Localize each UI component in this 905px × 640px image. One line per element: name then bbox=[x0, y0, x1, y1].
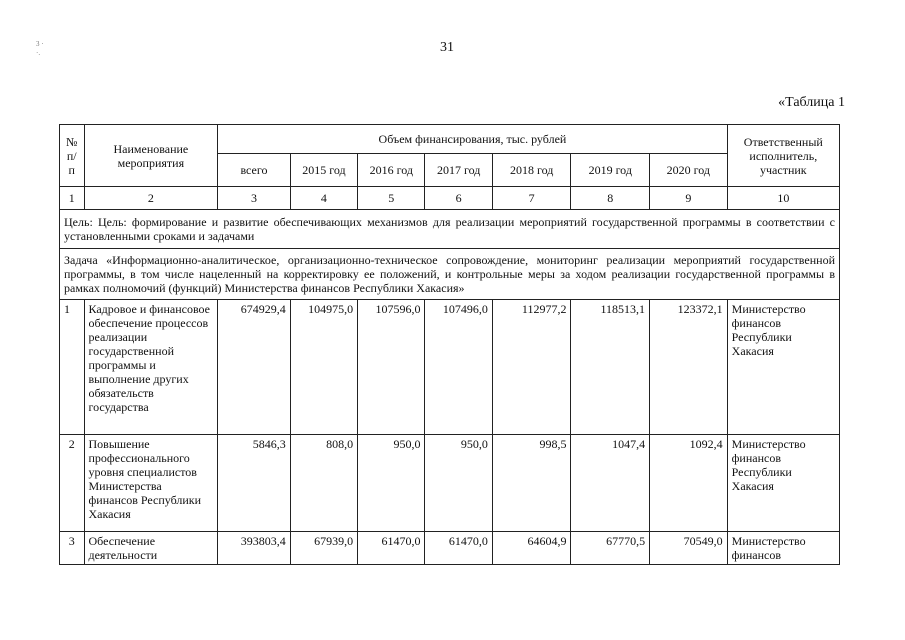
header-year: 2018 год bbox=[492, 154, 571, 187]
row-year-value: 112977,2 bbox=[492, 300, 571, 435]
row-year-value: 70549,0 bbox=[650, 532, 728, 565]
table-row bbox=[60, 532, 840, 565]
task-row: Задача «Информационно-аналитическое, организационно-техническое сопровождение, мониторинг реализации мероприятий государственной программы, в том числе нацеленный на корректировку ее положений, и контрольные меры за ходом реализации государственной программы в рамках полномочий (функций) Министерства финансов Республики Хакасия» bbox=[60, 249, 840, 300]
goal-row: Цель: Цель: формирование и развитие обеспечивающих механизмов для реализации мероприятий государственной программы в соответствии с установленными сроками и задачами bbox=[60, 210, 840, 249]
header-funding: Объем финансирования, тыс. рублей bbox=[218, 125, 727, 154]
header-year: 2017 год bbox=[425, 154, 492, 187]
header-name: Наименование мероприятия bbox=[84, 125, 218, 187]
header-year: 2016 год bbox=[358, 154, 425, 187]
row-year-value: 104975,0 bbox=[290, 300, 357, 435]
header-year: 2020 год bbox=[650, 154, 728, 187]
row-year-value: 118513,1 bbox=[571, 300, 650, 435]
row-year-value: 107496,0 bbox=[425, 300, 492, 435]
row-year-value: 61470,0 bbox=[425, 532, 492, 565]
header-num: № п/п bbox=[60, 125, 85, 187]
row-year-value: 998,5 bbox=[492, 435, 571, 532]
row-index: 2 bbox=[60, 435, 85, 532]
row-year-value: 67770,5 bbox=[571, 532, 650, 565]
column-number: 6 bbox=[425, 187, 492, 210]
row-responsible: Министерство финансов Республики Хакасия bbox=[727, 300, 839, 435]
row-year-value: 123372,1 bbox=[650, 300, 728, 435]
row-responsible: Министерство финансов Республики Хакасия bbox=[727, 435, 839, 532]
column-number: 10 bbox=[727, 187, 839, 210]
header-total: всего bbox=[218, 154, 290, 187]
row-year-value: 950,0 bbox=[358, 435, 425, 532]
table-row bbox=[60, 300, 840, 435]
row-year-value: 1092,4 bbox=[650, 435, 728, 532]
row-name: Повышение профессионального уровня специалистов Министерства финансов Республики Хакасия bbox=[84, 435, 218, 532]
row-year-value: 950,0 bbox=[425, 435, 492, 532]
column-number: 1 bbox=[60, 187, 85, 210]
column-number: 2 bbox=[84, 187, 218, 210]
row-index: 3 bbox=[60, 532, 85, 565]
page-number: 31 bbox=[440, 40, 454, 55]
row-year-value: 64604,9 bbox=[492, 532, 571, 565]
row-year-value: 1047,4 bbox=[571, 435, 650, 532]
column-number: 7 bbox=[492, 187, 571, 210]
column-number: 3 bbox=[218, 187, 290, 210]
column-number: 9 bbox=[650, 187, 728, 210]
column-number: 4 bbox=[290, 187, 357, 210]
row-year-value: 808,0 bbox=[290, 435, 357, 532]
header-responsible: Ответственный исполнитель, участник bbox=[727, 125, 839, 187]
row-year-value: 107596,0 bbox=[358, 300, 425, 435]
header-year: 2015 год bbox=[290, 154, 357, 187]
column-number: 5 bbox=[358, 187, 425, 210]
row-index: 1 bbox=[60, 300, 85, 435]
row-year-value: 61470,0 bbox=[358, 532, 425, 565]
funding-table bbox=[59, 124, 840, 565]
table-caption: «Таблица 1 bbox=[778, 95, 845, 110]
column-number: 8 bbox=[571, 187, 650, 210]
header-year: 2019 год bbox=[571, 154, 650, 187]
margin-marks: 3 · ·. bbox=[36, 40, 44, 57]
row-total: 5846,3 bbox=[218, 435, 290, 532]
row-name: Кадровое и финансовое обеспечение процессов реализации государственной программы и выполнение других обязательств государства bbox=[84, 300, 218, 435]
row-year-value: 67939,0 bbox=[290, 532, 357, 565]
row-name: Обеспечение деятельности bbox=[84, 532, 218, 565]
table-row bbox=[60, 435, 840, 532]
row-responsible: Министерство финансов bbox=[727, 532, 839, 565]
row-total: 393803,4 bbox=[218, 532, 290, 565]
row-total: 674929,4 bbox=[218, 300, 290, 435]
